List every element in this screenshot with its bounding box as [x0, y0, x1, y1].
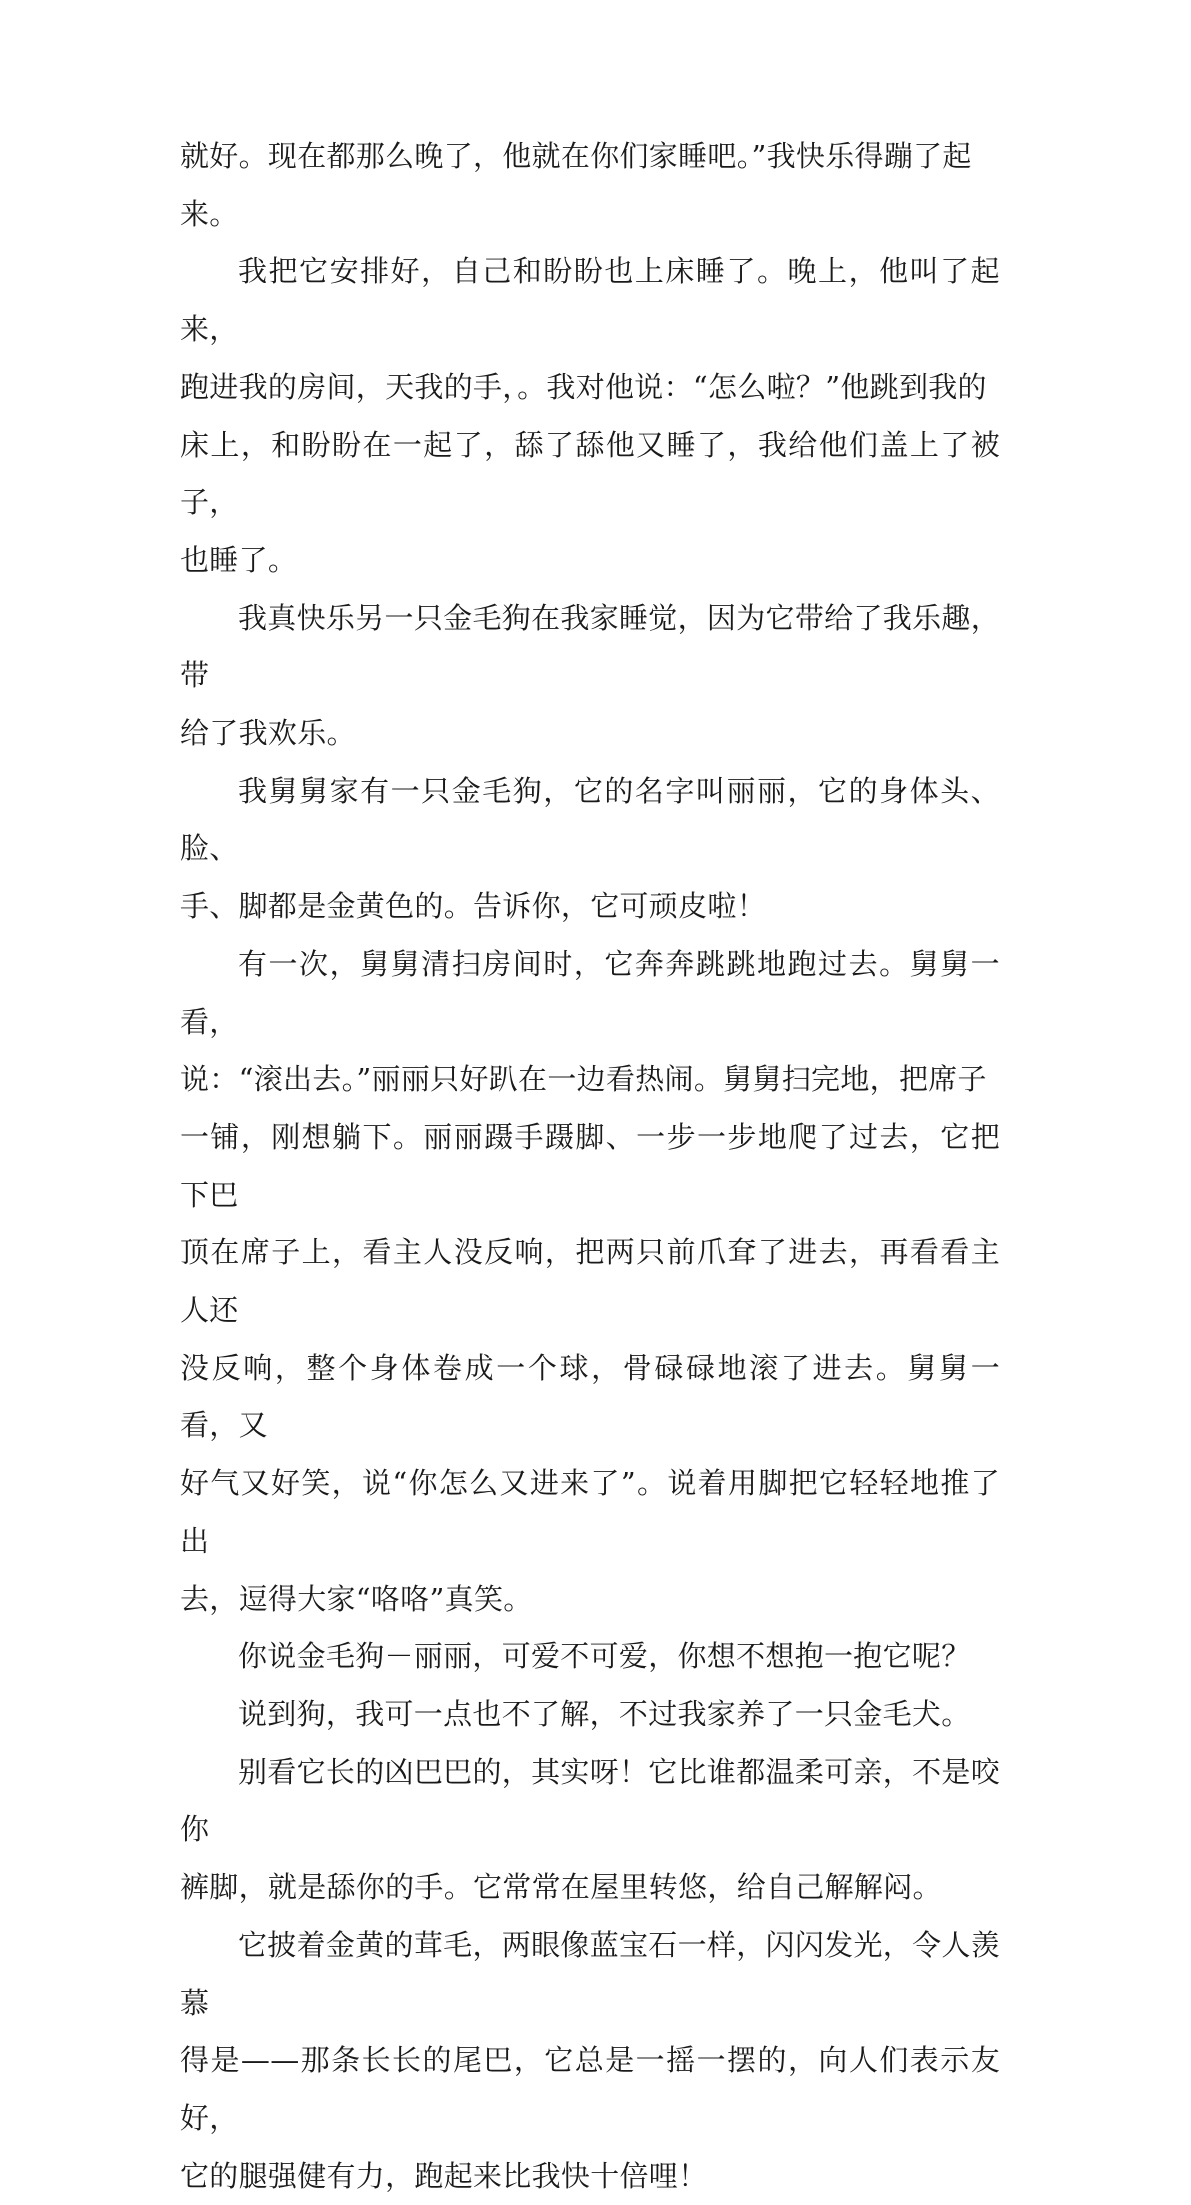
- paragraph-8: 别看它长的凶巴巴的，其实呀！它比谁都温柔可亲，不是咬你 裤脚，就是舔你的手。它常常在屋里转悠，给自己解解闷。: [180, 1754, 1000, 1905]
- paragraph-4: 我舅舅家有一只金毛狗，它的名字叫丽丽，它的身体头、脸、 手、脚都是金黄色的。告诉你，它可顽皮啦！: [180, 773, 1000, 924]
- paragraph-6: 你说金毛狗－丽丽，可爱不可爱，你想不想抱一抱它呢？: [238, 1639, 971, 1674]
- paragraph-7: 说到狗，我可一点也不了解，不过我家养了一只金毛犬。: [238, 1696, 971, 1731]
- paragraph-1: 就好。现在都那么晚了，他就在你们家睡吧。”我快乐得蹦了起 来。: [180, 139, 972, 231]
- document-body: [180, 128, 1000, 2205]
- paragraph-3: 我真快乐另一只金毛狗在我家睡觉，因为它带给了我乐趣，带 给了我欢乐。: [180, 600, 1000, 751]
- paragraph-9: 它披着金黄的茸毛，两眼像蓝宝石一样，闪闪发光，令人羡慕 得是——那条长长的尾巴，它总是一摇一摆的，向人们表示友好， 它的腿强健有力，跑起来比我快十倍哩！: [180, 1927, 1000, 2193]
- paragraph-5: 有一次，舅舅清扫房间时，它奔奔跳跳地跑过去。舅舅一看， 说：“滚出去。”丽丽只好趴在一边看热闹。舅舅扫完地，把席子 一铺，刚想躺下。丽丽蹑手蹑脚、一步一步地爬了过去，它把下巴 顶在席子上，看主人没反响，把两只前爪耷了进去，再看看主人还 没反响，整个身体卷成一个球，骨碌碌地滚了进去。舅舅一看，又 好气又好笑，说“你怎么又进来了”。说着用脚把它轻轻地推了出 去，逗得大家“咯咯”真笑。: [180, 946, 1000, 1616]
- paragraph-2: 我把它安排好，自己和盼盼也上床睡了。晚上，他叫了起来， 跑进我的房间，天我的手，。我对他说：“怎么啦？”他跳到我的 床上，和盼盼在一起了，舔了舔他又睡了，我给他们盖上了被子， 也睡了。: [180, 254, 1000, 577]
